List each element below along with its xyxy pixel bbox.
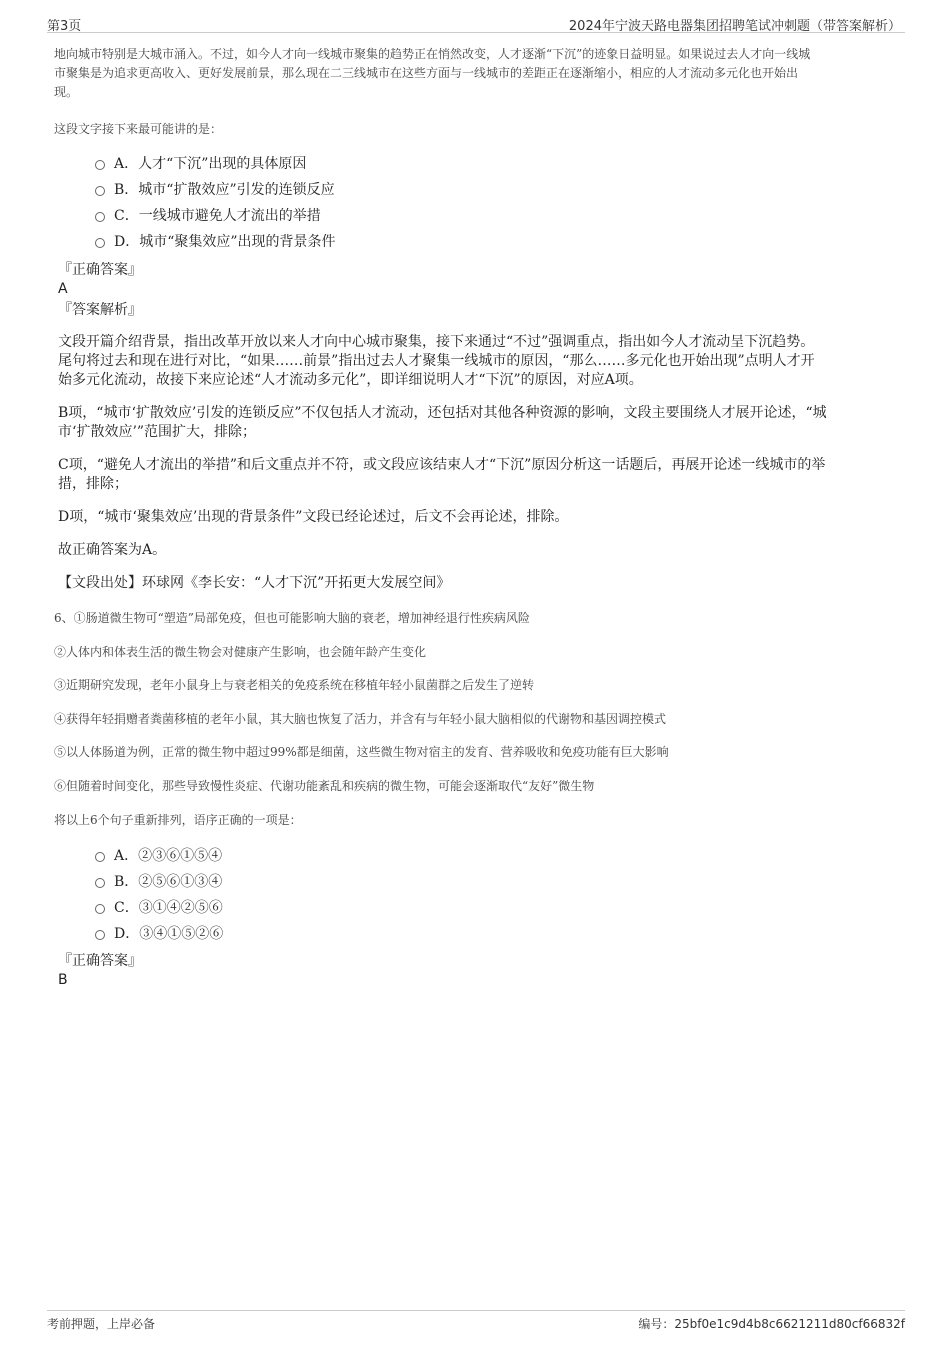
analysis-line: 故正确答案为A。	[58, 542, 167, 558]
q5-analysis-label: 『答案解析』	[58, 302, 142, 318]
analysis-line: D项，“城市‘聚集效应’出现的背景条件”文段已经论述过，后文不会再论述，排除。	[58, 509, 569, 525]
q6-options	[95, 842, 223, 946]
q5-passage-line: 地向城市特别是大城市涌入。不过，如今人才向一线城市聚集的趋势正在悄然改变，人才逐渐“下沉”的迹象日益明显。如果说过去人才向一线城	[54, 47, 811, 61]
q6-option-c[interactable]	[95, 894, 223, 920]
radio-icon[interactable]	[95, 930, 105, 940]
page-footer	[47, 1310, 905, 1331]
analysis-line: 市‘扩散效应’”范围扩大，排除；	[58, 424, 257, 440]
q6-option-d[interactable]	[95, 920, 223, 946]
q5-analysis-para	[58, 541, 166, 560]
footer-serial: 编号：25bf0e1c9d4b8c6621211d80cf66832f	[638, 1317, 905, 1331]
radio-icon[interactable]	[95, 852, 105, 862]
q6-sentence: ⑤以人体肠道为例，正常的微生物中超过99%都是细菌，这些微生物对宿主的发育、营养吸收和免疫功能有巨大影响	[54, 745, 669, 759]
q6-sentence: 6、①肠道微生物可“塑造”局部免疫，但也可能影响大脑的衰老，增加神经退行性疾病风险	[54, 611, 530, 625]
q5-answer-label: 『正确答案』	[58, 262, 142, 278]
q6-answer-label: 『正确答案』	[58, 953, 142, 969]
radio-icon[interactable]	[95, 878, 105, 888]
q5-source: 【文段出处】环球网《李长安：“人才下沉”开拓更大发展空间》	[58, 575, 451, 591]
option-label: D．③④①⑤②⑥	[114, 926, 224, 942]
document-title: 2024年宁波天路电器集团招聘笔试冲刺题（带答案解析）	[568, 19, 901, 34]
q6-sentence: ②人体内和体表生活的微生物会对健康产生影响，也会随年龄产生变化	[54, 645, 427, 659]
q5-passage-line: 现。	[54, 85, 79, 99]
q5-analysis-para	[58, 456, 825, 494]
page-header	[47, 13, 905, 33]
q5-options	[95, 150, 336, 254]
analysis-line: 尾句将过去和现在进行对比，“如果……前景”指出过去人才聚集一线城市的原因，“那么……多元化也开始出现”点明人才开	[58, 353, 815, 369]
q6-sentence: ⑥但随着时间变化，那些导致慢性炎症、代谢功能紊乱和疾病的微生物，可能会逐渐取代“友好”微生物	[54, 779, 595, 793]
option-label: A．人才“下沉”出现的具体原因	[114, 156, 307, 172]
analysis-line: 始多元化流动，故接下来应论述“人才流动多元化”，即详细说明人才“下沉”的原因，对应A项。	[58, 372, 643, 388]
q6-option-b[interactable]	[95, 868, 223, 894]
q6-question: 将以上6个句子重新排列，语序正确的一项是：	[54, 813, 302, 827]
page-number: 第3页	[47, 19, 82, 34]
option-label: C．一线城市避免人才流出的举措	[114, 208, 321, 224]
q5-passage	[54, 45, 810, 102]
q5-option-d[interactable]	[95, 228, 336, 254]
q5-option-c[interactable]	[95, 202, 336, 228]
q6-sentence: ③近期研究发现，老年小鼠身上与衰老相关的免疫系统在移植年轻小鼠菌群之后发生了逆转	[54, 678, 535, 692]
q5-passage-line: 市聚集是为追求更高收入、更好发展前景，那么现在二三线城市在这些方面与一线城市的差距正在逐渐缩小，相应的人才流动多元化也开始出	[54, 66, 799, 80]
radio-icon[interactable]	[95, 186, 105, 196]
q5-question: 这段文字接下来最可能讲的是：	[54, 122, 223, 136]
analysis-line: 文段开篇介绍背景，指出改革开放以来人才向中心城市聚集，接下来通过“不过”强调重点，指出如今人才流动呈下沉趋势。	[58, 334, 815, 350]
analysis-line: B项，“城市‘扩散效应’引发的连锁反应”不仅包括人才流动，还包括对其他各种资源的影响，文段主要围绕人才展开论述，“城	[58, 405, 827, 421]
radio-icon[interactable]	[95, 904, 105, 914]
q6-sentence: ④获得年轻捐赠者粪菌移植的老年小鼠，其大脑也恢复了活力，并含有与年轻小鼠大脑相似的代谢物和基因调控模式	[54, 712, 667, 726]
option-label: C．③①④②⑤⑥	[114, 900, 223, 916]
q5-analysis-para	[58, 508, 568, 527]
q5-analysis-para	[58, 404, 827, 442]
q5-option-b[interactable]	[95, 176, 336, 202]
q6-answer: B	[58, 972, 68, 988]
radio-icon[interactable]	[95, 212, 105, 222]
radio-icon[interactable]	[95, 238, 105, 248]
q6-option-a[interactable]	[95, 842, 223, 868]
analysis-line: C项，“避免人才流出的举措”和后文重点并不符，或文段应该结束人才“下沉”原因分析这一话题后，再展开论述一线城市的举	[58, 457, 826, 473]
option-label: A．②③⑥①⑤④	[114, 848, 223, 864]
analysis-line: 措，排除；	[58, 476, 128, 492]
footer-slogan: 考前押题，上岸必备	[47, 1317, 156, 1331]
radio-icon[interactable]	[95, 160, 105, 170]
q5-answer: A	[58, 281, 68, 297]
option-label: B．②⑤⑥①③④	[114, 874, 223, 890]
q5-option-a[interactable]	[95, 150, 336, 176]
option-label: B．城市“扩散效应”引发的连锁反应	[114, 182, 335, 198]
q5-analysis-para	[58, 333, 815, 390]
option-label: D．城市“聚集效应”出现的背景条件	[114, 234, 336, 250]
